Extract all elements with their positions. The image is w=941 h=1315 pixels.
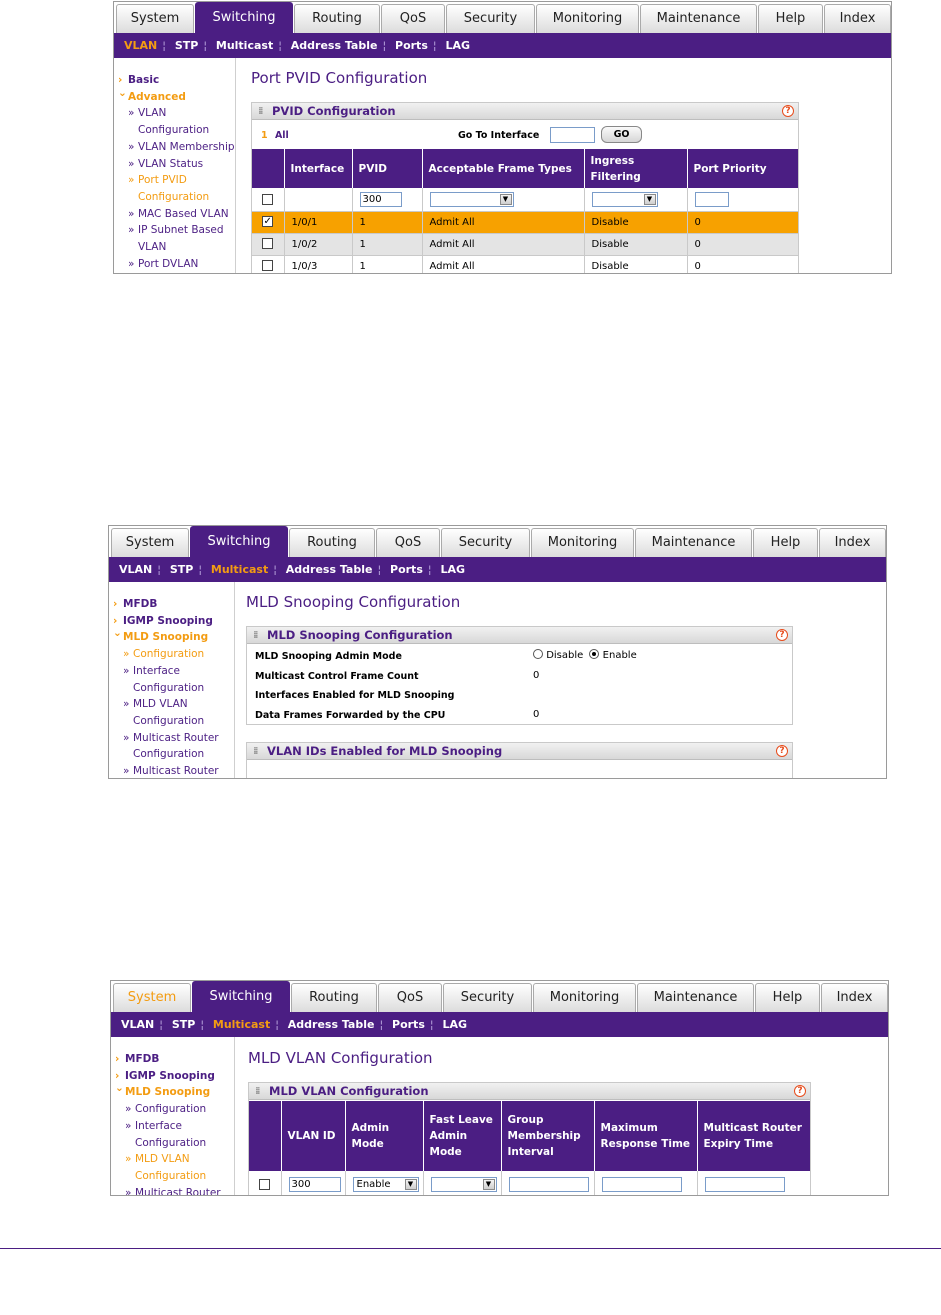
cell-priority: 0	[687, 255, 799, 274]
sidebar-item-configuration[interactable]: Configuration	[133, 748, 205, 761]
sidebar-item-configuration[interactable]: Configuration	[138, 190, 210, 203]
tab-routing[interactable]: Routing	[294, 4, 380, 33]
range-number: 1	[261, 130, 268, 141]
col-port-priority: Port Priority	[687, 149, 799, 188]
row-checkbox[interactable]	[262, 260, 273, 271]
pvid-table	[252, 149, 799, 274]
main-tabs	[111, 981, 888, 1012]
tab-qos[interactable]: QoS	[378, 983, 442, 1012]
cell-frame-types: Admit All	[422, 233, 584, 255]
sidebar-item-mld-vlan[interactable]: » MLD VLAN	[109, 696, 234, 713]
col-ingress-filtering: Ingress Filtering	[584, 149, 687, 188]
main-tabs	[114, 2, 891, 33]
cell-interface: 1/0/3	[284, 255, 352, 274]
page-title: Port PVID Configuration	[251, 69, 428, 87]
subnav-separator: ¦	[162, 39, 166, 52]
field-data-frames-value: 0	[533, 709, 540, 720]
help-icon[interactable]: ?	[776, 745, 788, 757]
field-control-frame-count-value: 0	[533, 670, 540, 681]
sidebar-item-configuration[interactable]: Configuration	[138, 124, 210, 137]
subnav-separator: ¦	[429, 1018, 434, 1031]
table-row[interactable]	[252, 211, 799, 233]
subnav-stp[interactable]: STP	[171, 1018, 196, 1031]
tab-switching[interactable]: Switching	[192, 981, 290, 1012]
subnav-multicast[interactable]: Multicast	[210, 563, 269, 576]
range-all-link[interactable]: All	[274, 130, 289, 141]
sidebar	[109, 582, 235, 778]
sidebar-item-multicast-router[interactable]: » Multicast Router	[109, 730, 234, 747]
subnav-separator: ¦	[432, 39, 437, 52]
go-to-interface-label: Go To Interface	[458, 130, 540, 141]
tab-help[interactable]: Help	[758, 4, 823, 33]
vlan-id-input[interactable]: 300	[289, 1177, 341, 1192]
panel-header	[247, 627, 792, 644]
tab-monitoring[interactable]: Monitoring	[536, 4, 639, 33]
max-response-time-input[interactable]	[602, 1177, 682, 1192]
col-admin-mode: Admin Mode	[345, 1101, 423, 1171]
frame-types-select[interactable]	[430, 192, 514, 207]
select-all-checkbox[interactable]	[259, 1179, 270, 1190]
tab-help[interactable]: Help	[753, 528, 818, 557]
subnav-separator: ¦	[427, 563, 432, 576]
field-control-frame-count-label: Multicast Control Frame Count	[255, 671, 419, 682]
tab-qos[interactable]: QoS	[381, 4, 445, 33]
chevron-down-icon: ▼	[500, 194, 512, 205]
mld-snooping-panel	[246, 626, 793, 725]
sidebar-item-mld-vlan[interactable]: » MLD VLAN	[111, 1151, 234, 1168]
cell-priority: 0	[687, 233, 799, 255]
cell-ingress: Disable	[584, 255, 687, 274]
sidebar-item-vlan[interactable]: » VLAN	[114, 105, 235, 122]
admin-mode-disable-radio[interactable]	[533, 649, 543, 659]
subnav-vlan[interactable]: VLAN	[124, 39, 158, 52]
subnav-ports[interactable]: Ports	[392, 1018, 425, 1031]
sidebar-item-configuration[interactable]: » Configuration	[111, 1101, 234, 1118]
subnav-separator: ¦	[200, 1018, 205, 1031]
admin-mode-radios	[533, 649, 637, 661]
field-admin-mode-label: MLD Snooping Admin Mode	[255, 651, 402, 662]
sidebar-item-mld-snooping[interactable]: ⌄ MLD Snooping	[109, 629, 234, 646]
subnav-address-table[interactable]: Address Table	[290, 39, 378, 52]
sidebar-item-mac-based-vlan[interactable]: » MAC Based VLAN	[114, 206, 235, 223]
sub-nav	[111, 1012, 888, 1037]
screenshot-port-pvid	[113, 1, 892, 274]
subnav-multicast[interactable]: Multicast	[212, 1018, 271, 1031]
sidebar-item-configuration[interactable]: Configuration	[135, 1169, 207, 1182]
subnav-separator: ¦	[198, 563, 203, 576]
admin-mode-disable-label: Disable	[546, 650, 584, 661]
sidebar-item-vlan[interactable]: VLAN	[138, 241, 167, 254]
panel-title: PVID Configuration	[272, 104, 396, 118]
tab-monitoring[interactable]: Monitoring	[531, 528, 634, 557]
edit-row	[249, 1171, 811, 1196]
page-footer-rule	[0, 1248, 941, 1249]
subnav-stp[interactable]: STP	[174, 39, 199, 52]
pvid-input[interactable]: 300	[360, 192, 402, 207]
field-data-frames-label: Data Frames Forwarded by the CPU	[255, 710, 446, 721]
subnav-separator: ¦	[278, 39, 282, 52]
subnav-separator: ¦	[377, 563, 382, 576]
sidebar-item-mld-snooping[interactable]: ⌄ MLD Snooping	[111, 1084, 234, 1101]
panel-title: VLAN IDs Enabled for MLD Snooping	[267, 744, 503, 758]
cell-ingress: Disable	[584, 233, 687, 255]
cell-priority: 0	[687, 211, 799, 233]
tab-index[interactable]: Index	[821, 983, 888, 1012]
subnav-separator: ¦	[382, 39, 387, 52]
mld-vlan-panel	[248, 1082, 811, 1196]
pvid-panel	[251, 102, 799, 274]
tab-security[interactable]: Security	[446, 4, 535, 33]
cell-pvid: 1	[352, 233, 422, 255]
panel-title: MLD VLAN Configuration	[269, 1084, 429, 1098]
table-row[interactable]	[252, 255, 799, 274]
cell-frame-types: Admit All	[422, 211, 584, 233]
tab-system[interactable]: System	[111, 528, 189, 557]
field-interfaces-enabled-label: Interfaces Enabled for MLD Snooping	[255, 690, 455, 701]
sidebar-item-configuration[interactable]: » Configuration	[109, 646, 234, 663]
tab-routing[interactable]: Routing	[291, 983, 377, 1012]
admin-mode-select[interactable]	[353, 1177, 419, 1192]
sidebar-item-configuration[interactable]: Configuration	[133, 714, 205, 727]
tab-monitoring[interactable]: Monitoring	[533, 983, 636, 1012]
panel-header	[247, 743, 792, 760]
tab-maintenance[interactable]: Maintenance	[637, 983, 754, 1012]
subnav-multicast[interactable]: Multicast	[215, 39, 274, 52]
sidebar-item-port-dvlan[interactable]: » Port DVLAN	[114, 256, 235, 273]
sidebar	[114, 58, 236, 273]
subnav-separator: ¦	[159, 1018, 163, 1031]
expiry-time-input[interactable]	[705, 1177, 785, 1192]
subnav-vlan[interactable]: VLAN	[119, 563, 153, 576]
sidebar-item-vlan-membership[interactable]: » VLAN Membership	[114, 139, 235, 156]
subnav-ports[interactable]: Ports	[390, 563, 423, 576]
subnav-address-table[interactable]: Address Table	[285, 563, 373, 576]
sidebar-item-configuration[interactable]: Configuration	[133, 681, 205, 694]
col-group-membership-interval: Group Membership Interval	[501, 1101, 594, 1171]
sidebar-item-ip-subnet-based[interactable]: » IP Subnet Based	[114, 222, 235, 239]
admin-mode-enable-label: Enable	[602, 650, 637, 661]
admin-mode-enable-radio[interactable]	[589, 649, 599, 659]
row-checkbox[interactable]	[262, 238, 273, 249]
col-fast-leave-admin-mode: Fast Leave Admin Mode	[423, 1101, 501, 1171]
sidebar-item-igmp-snooping[interactable]: › IGMP Snooping	[109, 613, 234, 630]
subnav-separator: ¦	[203, 39, 208, 52]
tab-maintenance[interactable]: Maintenance	[640, 4, 757, 33]
tab-qos[interactable]: QoS	[376, 528, 440, 557]
sidebar-item-interface[interactable]: » Interface	[111, 1118, 234, 1135]
group-membership-interval-input[interactable]	[509, 1177, 589, 1192]
col-pvid: PVID	[352, 149, 422, 188]
ingress-filtering-select[interactable]	[592, 192, 658, 207]
mld-vlan-table	[249, 1101, 811, 1196]
col-maximum-response-time: Maximum Response Time	[594, 1101, 697, 1171]
subnav-lag[interactable]: LAG	[440, 563, 465, 576]
row-checkbox[interactable]: ✓	[263, 216, 272, 228]
panel-header	[252, 103, 798, 120]
tab-maintenance[interactable]: Maintenance	[635, 528, 752, 557]
select-all-checkbox[interactable]	[262, 194, 273, 205]
sidebar-item-igmp-snooping[interactable]: › IGMP Snooping	[111, 1068, 234, 1085]
subnav-stp[interactable]: STP	[169, 563, 194, 576]
sidebar-item-multicast-router[interactable]: » Multicast Router	[111, 1185, 234, 1195]
subnav-separator: ¦	[273, 563, 277, 576]
tab-system[interactable]: System	[116, 4, 194, 33]
panel-title: MLD Snooping Configuration	[267, 628, 453, 642]
tab-index[interactable]: Index	[819, 528, 886, 557]
col-multicast-router-expiry-time: Multicast Router Expiry Time	[697, 1101, 811, 1171]
col-vlan-id: VLAN ID	[281, 1101, 345, 1171]
col-acceptable-frame-types: Acceptable Frame Types	[422, 149, 584, 188]
sidebar-item-vlan-status[interactable]: » VLAN Status	[114, 156, 235, 173]
cell-ingress: Disable	[584, 211, 687, 233]
cell-pvid: 1	[352, 255, 422, 274]
sub-nav	[114, 33, 891, 58]
subnav-address-table[interactable]: Address Table	[287, 1018, 375, 1031]
tab-system[interactable]: System	[113, 983, 191, 1012]
subnav-separator: ¦	[157, 563, 161, 576]
screenshot-mld-vlan	[110, 980, 889, 1196]
tab-security[interactable]: Security	[441, 528, 530, 557]
sidebar-item-interface[interactable]: » Interface	[109, 663, 234, 680]
admin-mode-value: Enable	[356, 1178, 391, 1190]
vlan-ids-panel	[246, 742, 793, 779]
sidebar-item-mfdb[interactable]: › MFDB	[109, 596, 234, 613]
sidebar-item-port-pvid[interactable]: » Port PVID	[114, 172, 235, 189]
tab-help[interactable]: Help	[755, 983, 820, 1012]
page-title: MLD Snooping Configuration	[246, 593, 461, 611]
help-icon[interactable]: ?	[782, 105, 794, 117]
help-icon[interactable]: ?	[794, 1085, 806, 1097]
fast-leave-select[interactable]	[431, 1177, 497, 1192]
tab-security[interactable]: Security	[443, 983, 532, 1012]
subnav-lag[interactable]: LAG	[445, 39, 470, 52]
sidebar-item-basic[interactable]: › Basic	[114, 72, 235, 89]
go-button[interactable]: GO	[601, 126, 642, 143]
subnav-separator: ¦	[379, 1018, 384, 1031]
main-tabs	[109, 526, 886, 557]
sidebar-item-advanced[interactable]: ⌄ Advanced	[114, 89, 235, 106]
edit-row	[252, 188, 799, 211]
tab-switching[interactable]: Switching	[190, 526, 288, 557]
screenshot-mld-snooping	[108, 525, 887, 779]
sidebar	[111, 1037, 235, 1195]
chevron-down-icon: ▼	[644, 194, 656, 205]
cell-pvid: 1	[352, 211, 422, 233]
page-title: MLD VLAN Configuration	[248, 1049, 433, 1067]
sidebar-item-multicast-router[interactable]: » Multicast Router	[109, 763, 234, 778]
chevron-down-icon: ▼	[483, 1179, 495, 1190]
tab-switching[interactable]: Switching	[195, 2, 293, 33]
subnav-vlan[interactable]: VLAN	[121, 1018, 155, 1031]
col-interface: Interface	[284, 149, 352, 188]
go-to-interface-input[interactable]	[550, 127, 595, 143]
subnav-ports[interactable]: Ports	[395, 39, 428, 52]
sub-nav	[109, 557, 886, 582]
panel-header	[249, 1083, 810, 1100]
table-row[interactable]	[252, 233, 799, 255]
sidebar-item-mfdb[interactable]: › MFDB	[111, 1051, 234, 1068]
chevron-down-icon: ▼	[405, 1179, 417, 1190]
subnav-lag[interactable]: LAG	[442, 1018, 467, 1031]
cell-interface: 1/0/2	[284, 233, 352, 255]
select-col-header	[249, 1101, 281, 1171]
sidebar-item-configuration[interactable]: Configuration	[135, 1136, 207, 1149]
tab-index[interactable]: Index	[824, 4, 891, 33]
help-icon[interactable]: ?	[776, 629, 788, 641]
cell-interface: 1/0/1	[284, 211, 352, 233]
cell-frame-types: Admit All	[422, 255, 584, 274]
port-priority-input[interactable]	[695, 192, 729, 207]
select-col-header	[252, 149, 284, 188]
tab-routing[interactable]: Routing	[289, 528, 375, 557]
subnav-separator: ¦	[275, 1018, 279, 1031]
range-selector	[261, 130, 289, 141]
